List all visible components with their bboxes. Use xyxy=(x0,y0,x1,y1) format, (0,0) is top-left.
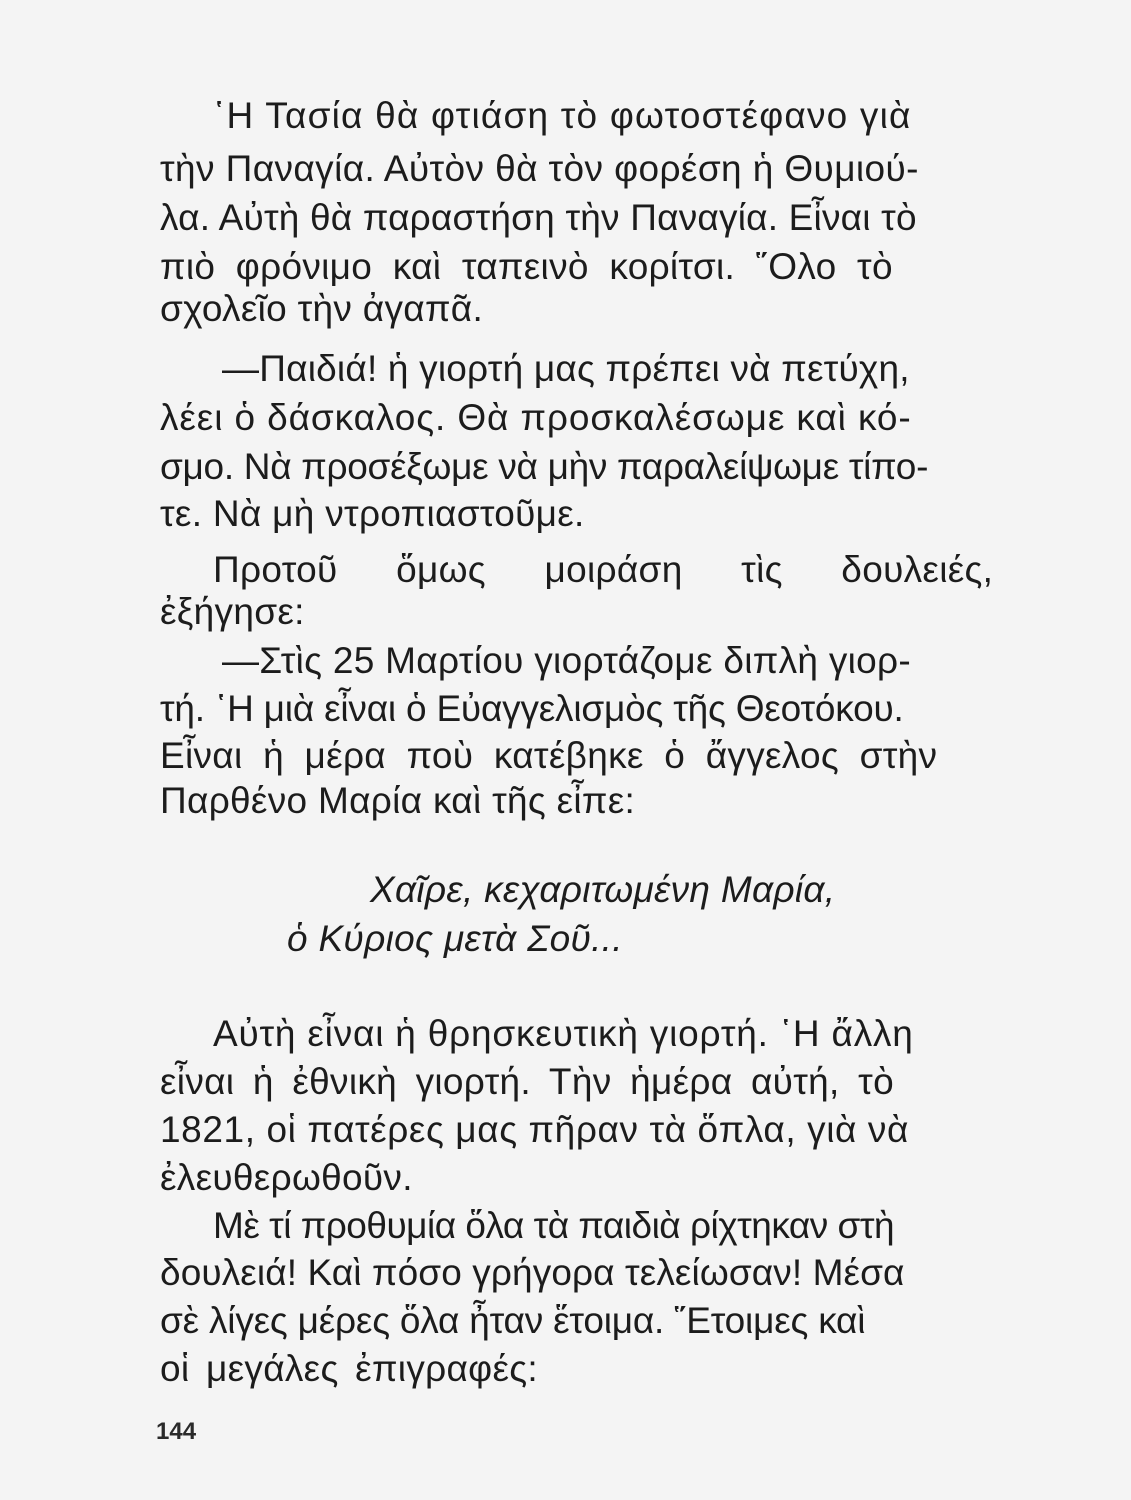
text-line: λα. Αὐτὴ θὰ παραστήση τὴν Παναγία. Εἶναι τὸ xyxy=(160,197,917,238)
text-line: —Στὶς 25 Μαρτίου γιορτάζομε διπλὴ γιορ- xyxy=(222,640,912,681)
text-line: 1821, οἱ πατέρες μας πῆραν τὰ ὅπλα, γιὰ νὰ xyxy=(160,1109,910,1150)
quote-line: ὁ Κύριος μετὰ Σοῦ... xyxy=(287,918,623,959)
quote-line: Χαῖρε, κεχαριτωμένη Μαρία, xyxy=(370,869,836,910)
text-line: δουλειά! Καὶ πόσο γρήγορα τελείωσαν! Μέσα xyxy=(160,1252,905,1293)
text-line: ἐξήγησε: xyxy=(160,591,305,632)
text-line: λέει ὁ δάσκαλος. Θὰ προσκαλέσωμε καὶ κό- xyxy=(160,397,912,438)
text-line: Αὐτὴ εἶναι ἡ θρησκευτικὴ γιορτή. ῾Η ἄλλη xyxy=(213,1013,914,1054)
text-line: Εἶναι ἡ μέρα ποὺ κατέβηκε ὁ ἄγγελος στὴν xyxy=(160,735,938,776)
text-line: οἱ μεγάλες ἐπιγραφές: xyxy=(160,1348,538,1389)
text-line: τὴν Παναγία. Αὐτὸν θὰ τὸν φορέση ἡ Θυμιού- xyxy=(160,148,919,189)
text-line: τή. ῾Η μιὰ εἶναι ὁ Εὐαγγελισμὸς τῆς Θεοτόκου. xyxy=(160,688,904,729)
text-line: ῾Η Τασία θὰ φτιάση τὸ φωτοστέφανο γιὰ xyxy=(213,95,912,136)
text-line: —Παιδιά! ἡ γιορτή μας πρέπει νὰ πετύχη, xyxy=(222,348,910,389)
text-line: σχολεῖο τὴν ἀγαπᾶ. xyxy=(160,288,484,329)
text-line: σὲ λίγες μέρες ὅλα ἦταν ἕτοιμα. ῞Ετοιμες καὶ xyxy=(160,1300,866,1341)
text-line: εἶναι ἡ ἐθνικὴ γιορτή. Τὴν ἡμέρα αὐτή, τὸ xyxy=(160,1061,894,1102)
text-line: ἐλευθερωθοῦν. xyxy=(160,1157,413,1198)
text-line: Μὲ τί προθυμία ὅλα τὰ παιδιὰ ρίχτηκαν στὴ xyxy=(213,1205,895,1246)
text-line: σμο. Νὰ προσέξωμε νὰ μὴν παραλείψωμε τίπο- xyxy=(160,446,929,487)
text-line: πιὸ φρόνιμο καὶ ταπεινὸ κορίτσι. ῞Ολο τὸ xyxy=(160,246,893,287)
text-line: Προτοῦ ὅμως μοιράση τὶς δουλειές, xyxy=(213,549,994,590)
page-number: 144 xyxy=(156,1418,197,1445)
text-line: Παρθένο Μαρία καὶ τῆς εἶπε: xyxy=(160,780,636,821)
text-line: τε. Νὰ μὴ ντροπιαστοῦμε. xyxy=(160,493,585,534)
